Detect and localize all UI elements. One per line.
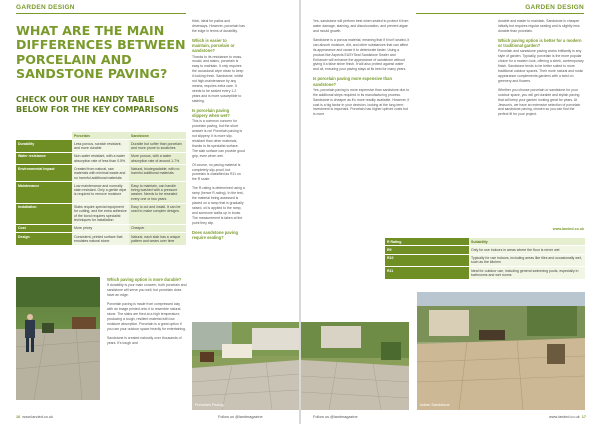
table-row: Water resistance Non-water resistant, with a water absorption rate of less than 0.5% More porous, with a water absorption rate of around 1-7%: [16, 152, 186, 165]
folio-right: [549, 415, 586, 419]
table-row: R11 Ideal for outdoor use, including general swimming pools, especially in bathrooms and wet rooms: [385, 267, 585, 280]
table-row: Installation Slabs require special equipment for cutting, and the extra adhesive of the bond requires specialist techniques for installation Easy to cut and install. It can be used to make complex designs: [16, 203, 186, 224]
garden-illustration: [16, 277, 100, 400]
sandstone-header: Sandstone: [129, 132, 186, 140]
table-row: Environmental impact Created from natural, raw materials with minimal waste and no harmful additional materials Natural, biodegradable, with no harmful additional materials: [16, 165, 186, 182]
porcelain-photo-continued: [301, 322, 409, 410]
photo-side-text: Which paving option is more durable? If durability is your main concern, both porcelain and sandstone will serve you well, but porcelain does have an edge. Porcelain paving is made from compressed clay with an image printed onto it to resemble natural stone. The slabs are fired at a high temperature, producing a tough, resilient material with low moisture absorption. Porcelain is a great option if you use your outdoor space heavily for entertaining. Sandstone is created naturally over thousands of years. It's tough and: [107, 277, 187, 345]
table-row: R9 Only for use indoors in areas where the floor is never wet: [385, 246, 585, 254]
headline: WHAT ARE THE MAIN DIFFERENCES BETWEEN PORCELAIN AND SANDSTONE PAVING?: [16, 23, 186, 82]
site-url-right: www.landed.co.uk: [549, 415, 580, 419]
folio-left: [16, 415, 53, 419]
page-number-left: 16: [16, 415, 21, 419]
slippery-question: Is porcelain paving slippery when wet?: [192, 107, 230, 118]
section-rule-right: [416, 13, 584, 14]
subheadline: CHECK OUT OUR HANDY TABLE BELOW FOR THE KEY COMPARISONS: [16, 95, 179, 114]
paving-illustration-right: [301, 322, 409, 410]
table-row: Design Consistent, printed surface that emulates natural stone Natural, each slab has a unique pattern and wears over time: [16, 233, 186, 246]
social-left: Follow us @landmagazine: [218, 415, 263, 419]
section-tag: GARDEN DESIGN: [16, 4, 75, 11]
right-body-col2: Yes, sandstone will perform best when sealed to protect it from water damage, staining, and discolouration, and prevent algae and mould growth. Sandstone is a porous material, meaning that if it isn't sealed, it can absorb moisture, dirt, and other substances that can affect its appearance and cause it to deteriorate faster. Using a product like Azpects EASYSeal Sandstone Sealer and Enhancer will enhance the appearance of sandstone without giving it a false shine finish. It will also protect against water and oil, ensuring your paving stays at its best for many years. Is porcelain paving more expensive than sandstone? Yes, porcelain paving is more expensive than sandstone due to the additional steps required in its manufacturing process. Sandstone is cheaper as it's more readily available. However, if cost is a big factor in your decision, looking at the long-term investment is important. Porcelain has higher upfront costs but is more: [313, 19, 410, 117]
porcelain-header: Porcelain: [72, 132, 129, 140]
section-tag-right: GARDEN DESIGN: [525, 4, 584, 11]
r-rating-table: [385, 238, 585, 280]
table-row: Durability Less porous, scratch resistant, and more durable Durable but softer than porcelain and more prone to scratches: [16, 140, 186, 153]
social-right: Follow us @landmagazine: [313, 415, 358, 419]
sandstone-photo: [417, 292, 585, 410]
porcelain-paving-photo: [192, 322, 299, 410]
sandstone-illustration: [417, 292, 585, 410]
garden-style-question: Which paving option is better for a modern or traditional garden?: [498, 37, 582, 49]
site-url-right-small: www.landed.co.uk: [552, 227, 584, 231]
right-page: [301, 0, 600, 424]
site-url-left: www.landed.co.uk: [22, 415, 53, 419]
table-row: Maintenance Low maintenance and normally stain resistant. Only a gentle wipe is required to remove moisture Easy to maintain, can handle being washed with a pressure washer. Needs to be resealed every one or two years: [16, 182, 186, 203]
table-row: Cost More pricey Cheaper: [16, 224, 186, 232]
sandstone-caption: Indian Sandstone: [420, 403, 450, 407]
sealing-question: Does sandstone paving require sealing?: [192, 229, 238, 241]
table-row: R10 Typically for use indoors, including areas like tiles and occasionally wet, such as the kitchen: [385, 254, 585, 267]
left-body-col1: thick, ideal for patios and driveways. However, porcelain has the edge in terms of durability. Which is easier to maintain, porcelain or sandstone? Thanks to its resistance to moss, mould, and stains, porcelain is easy to maintain. It only requires the occasional wipe clean to keep it looking fresh. Sandstone, whilst not high-maintenance by any means, requires extra care. It needs to be sealed every 1-2 years and is more susceptible to staining. Is porcelain paving slippery when wet? This is a common concern for porcelain paving, but the short answer is no! Porcelain paving is not slippery. It is more slip-resistant than other materials, thanks to its specialist surface. The slab surface can provide good grip, even when wet. Of course, no paving material is completely slip-proof, but porcelain is classified as R11 on the R scale. The R-rating is determined using a ramp (hence R-rating). In the test, the material being assessed is placed on a ramp that is gradually raised, oil is applied to the ramp, and someone walks up in boots. The measurement is taken at the point they slip. Does sandstone paving require sealing?: [192, 19, 245, 241]
right-body-col3: durable and easier to maintain. Sandstone is cheaper initially but requires regular sealing and is slightly less durable than porcelain. Which paving option is better for a modern or traditional garden? Porcelain and sandstone paving works brilliantly in any style of garden. Typically, porcelain is the more popular choice for a modern look, offering a sleek, contemporary finish. Sandstone tends to be better suited to more traditional outdoor spaces. Their more natural and rustic appearance complements gardens with a twist on greenery and flowers. Whether you choose porcelain or sandstone for your outdoor space, you will get durable and stylish paving that will keep your garden looking great for years. At Jewson's, we have an extensive selection of porcelain and sandstone paving, chosen so you can find the perfect fit for your project.: [498, 19, 584, 117]
comparison-table: [16, 132, 186, 246]
porcelain-caption: Porcelain Paving: [195, 403, 224, 407]
expensive-question: Is porcelain paving more expensive than sandstone?: [313, 76, 392, 87]
maintain-question: Which is easier to maintain, porcelain or sandstone?: [192, 37, 235, 54]
suitability-header: Suitability: [469, 238, 585, 246]
page-number-right: 17: [581, 415, 586, 419]
section-rule: [16, 13, 186, 14]
left-page: [0, 0, 299, 424]
paving-illustration: [192, 322, 299, 410]
durable-question: Which paving option is more durable?: [107, 277, 182, 282]
r-rating-header: R Rating: [385, 238, 469, 246]
porcelain-photo: [16, 277, 100, 400]
